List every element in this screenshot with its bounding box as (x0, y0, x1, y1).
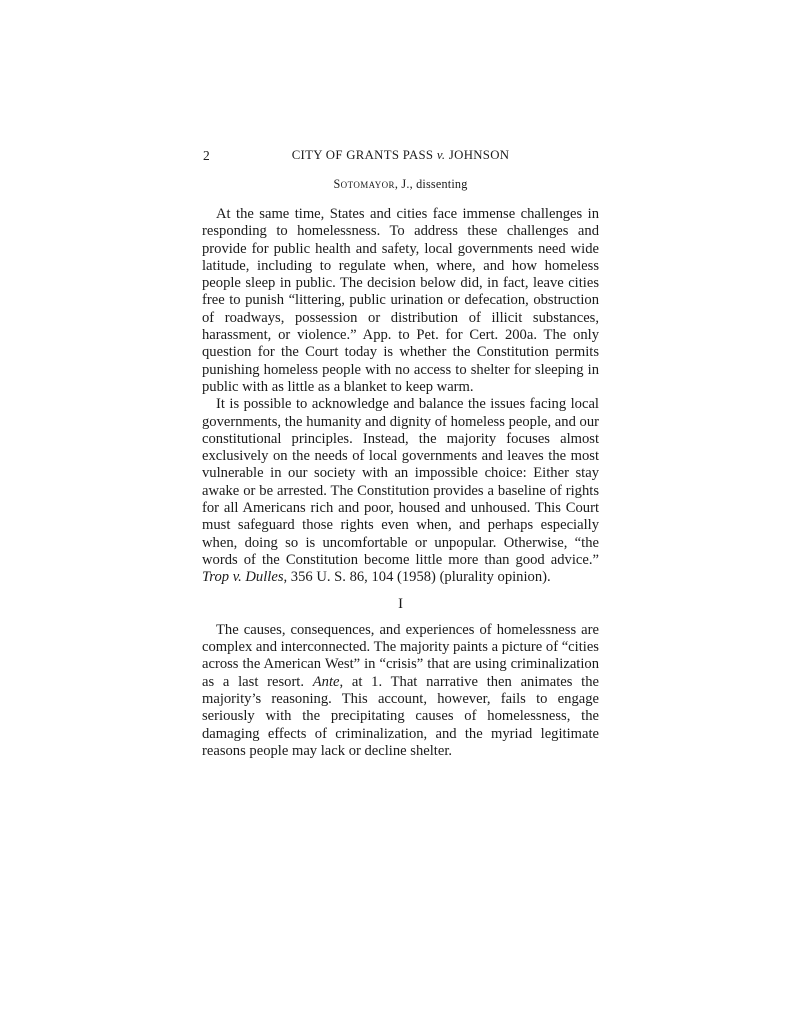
body-paragraph-3: The causes, consequences, and experiences of homelessness are complex and interconnected. The majority paints a picture of “cities across the American West” in “crisis” that are using criminalization as a last resort. Ante, at 1. That narrative then animates the majority’s reasoning. This account, however, fails to engage seriously with the precipitating causes of homelessness, the damaging effects of criminalization, and the myriad legitimate reasons people may lack or decline shelter. (202, 621, 600, 759)
opinion-body (202, 206, 599, 760)
body-paragraph-2: It is possible to acknowledge and balance the issues facing local governments, the humanity and dignity of homeless people, and our constitutional principles. Instead, the majority focuses almost exclusively on the needs of local governments and leaves the most vulnerable in our society with an impossible choice: Either stay awake or be arrested. The Constitution provides a baseline of rights for all Americans rich and poor, housed and unhoused. This Court must safeguard those rights even when, and perhaps especially when, doing so is uncomfortable or unpopular. Otherwise, “the words of the Constitution become little more than good advice.” Trop v. Dulles, 356 U. S. 86, 104 (1958) (plurality opinion). (202, 396, 599, 586)
section-heading: I (398, 595, 403, 612)
body-paragraph-1: At the same time, States and cities face immense challenges in responding to homelessness. To address these challenges and provide for public health and safety, local governments need wide latitude, including to regulate when, where, and how homeless people sleep in public. The decision below did, in fact, leave cities free to punish “littering, public urination or defecation, obstruction of roadways, possession or distribution of illicit substances, harassment, or violence.” App. to Pet. for Cert. 200a. The only question for the Court today is whether the Constitution permits punishing homeless people with no access to shelter for sleeping in public with as little as a blanket to keep warm. (202, 206, 599, 395)
running-head (202, 148, 599, 164)
opinion-attribution: Sotomayor, J., dissenting (333, 177, 468, 191)
page-number: 2 (203, 148, 210, 163)
running-head-title: CITY OF GRANTS PASS v. JOHNSON (291, 148, 510, 162)
opinion-content (202, 148, 599, 760)
